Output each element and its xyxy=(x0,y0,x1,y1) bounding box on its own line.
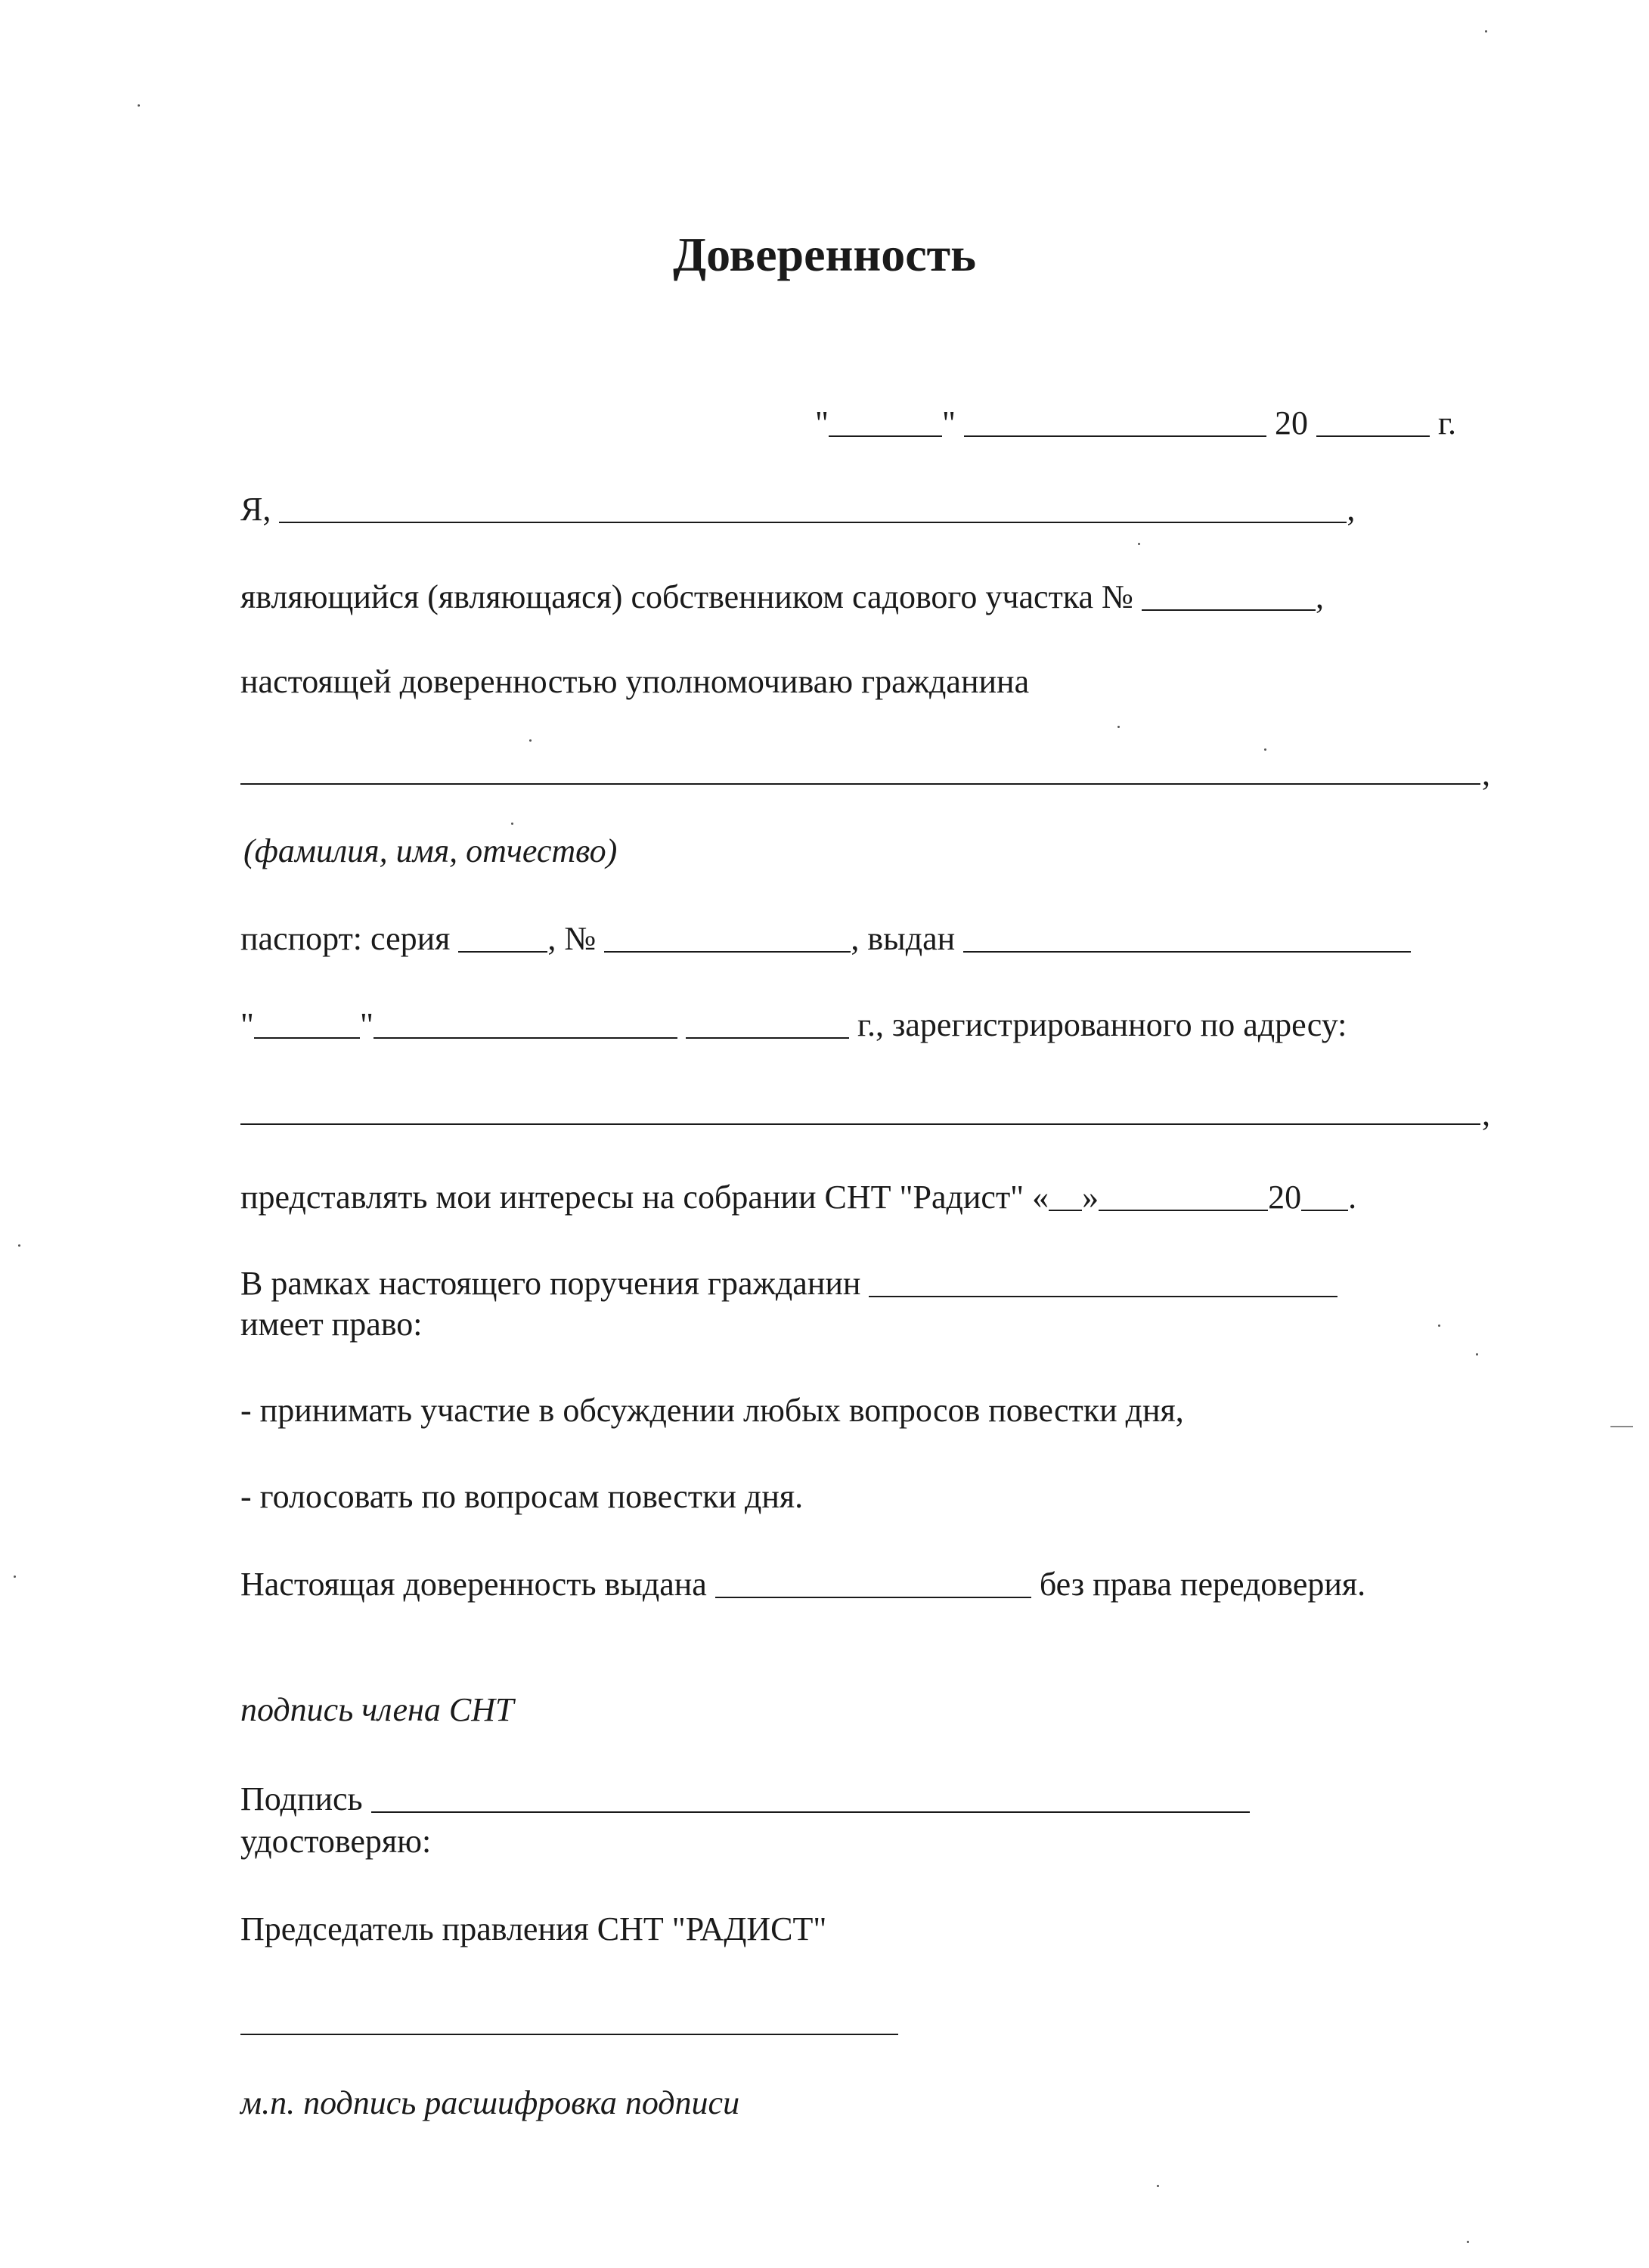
passport-line xyxy=(240,921,1411,956)
full-name-caption: (фамилия, имя, отчество) xyxy=(243,832,618,869)
meeting-year-field[interactable] xyxy=(1301,1179,1348,1211)
scan-speck xyxy=(1485,30,1487,33)
represent-close: » xyxy=(1082,1179,1099,1216)
scan-speck xyxy=(511,823,513,825)
issue-day-field[interactable] xyxy=(254,1007,360,1039)
year-suffix: г. xyxy=(1437,404,1457,442)
validity-line xyxy=(240,1566,1365,1601)
represent-text: представлять мои интересы на собрании СНТ "Радист" « xyxy=(240,1179,1049,1216)
scope-line2: имеет право: xyxy=(240,1306,423,1343)
principal-suffix: , xyxy=(1347,491,1356,528)
address-field[interactable] xyxy=(240,1123,1480,1125)
meeting-day-field[interactable] xyxy=(1049,1179,1082,1211)
meeting-month-field[interactable] xyxy=(1099,1179,1268,1211)
issue-quote-close: " xyxy=(359,1006,374,1043)
principal-prefix: Я, xyxy=(240,491,271,528)
issue-quote-open: " xyxy=(240,1006,254,1043)
issue-date-line xyxy=(240,1007,1347,1042)
owner-suffix: , xyxy=(1316,578,1325,615)
principal-name-field[interactable] xyxy=(279,491,1347,523)
year-field[interactable] xyxy=(1316,405,1430,437)
represent-end: . xyxy=(1348,1179,1357,1216)
scan-speck xyxy=(1476,1353,1478,1356)
passport-series-label: паспорт: серия xyxy=(240,920,451,957)
right-2: - голосовать по вопросам повестки дня. xyxy=(240,1478,804,1515)
address-comma: , xyxy=(1482,1095,1490,1132)
plot-number-field[interactable] xyxy=(1142,579,1316,611)
validity-prefix: Настоящая доверенность выдана xyxy=(240,1566,707,1603)
issue-suffix: г., зарегистрированного по адресу: xyxy=(857,1006,1347,1043)
chairman-line: Председатель правления СНТ "РАДИСТ" xyxy=(240,1910,827,1947)
scan-speck xyxy=(1157,2185,1159,2187)
validity-suffix: без права передоверия. xyxy=(1039,1566,1366,1603)
year-prefix: 20 xyxy=(1274,404,1308,442)
bottom-caption: м.п. подпись расшифровка подписи xyxy=(240,2084,740,2121)
right-1: - принимать участие в обсуждении любых вопросов повестки дня, xyxy=(240,1392,1184,1429)
passport-number-label: , № xyxy=(547,920,597,957)
scan-speck xyxy=(1264,748,1266,751)
chairman-signature-field[interactable] xyxy=(240,2034,898,2035)
scan-speck xyxy=(138,104,140,107)
signature-field[interactable] xyxy=(371,1781,1250,1813)
authorize-line: настоящей доверенностью уполномочиваю гражданина xyxy=(240,663,1030,700)
issue-year-field[interactable] xyxy=(686,1007,849,1039)
validity-term-field[interactable] xyxy=(715,1566,1031,1598)
scan-speck xyxy=(1438,1325,1440,1327)
date-quote-open: " xyxy=(815,404,829,442)
signature-line xyxy=(240,1781,1250,1816)
document-title: Доверенность xyxy=(673,228,976,281)
date-line xyxy=(815,405,1456,440)
scan-speck xyxy=(1467,2241,1469,2243)
scan-speck xyxy=(18,1244,20,1247)
passport-number-field[interactable] xyxy=(604,921,851,953)
scan-speck xyxy=(14,1576,16,1578)
scan-speck xyxy=(1138,543,1140,545)
passport-issued-field[interactable] xyxy=(963,921,1411,953)
scan-speck xyxy=(1117,726,1120,728)
month-field[interactable] xyxy=(964,405,1266,437)
date-quote-close: " xyxy=(941,404,956,442)
passport-series-field[interactable] xyxy=(458,921,547,953)
scan-mark xyxy=(1610,1426,1633,1427)
attorney-name-comma: , xyxy=(1482,755,1490,792)
scope-attorney-field[interactable] xyxy=(869,1266,1337,1297)
attorney-name-field[interactable] xyxy=(240,783,1480,785)
owner-line xyxy=(240,579,1324,614)
scope-text: В рамках настоящего поручения гражданин xyxy=(240,1265,861,1302)
represent-line xyxy=(240,1179,1356,1214)
principal-line xyxy=(240,491,1355,526)
scope-line1 xyxy=(240,1266,1337,1300)
passport-issued-label: , выдан xyxy=(851,920,956,957)
owner-text: являющийся (являющаяся) собственником садового участка № xyxy=(240,578,1134,615)
certify-label: удостоверяю: xyxy=(240,1823,432,1860)
issue-month-field[interactable] xyxy=(374,1007,677,1039)
day-field[interactable] xyxy=(829,405,942,437)
member-signature-caption: подпись члена СНТ xyxy=(240,1691,514,1728)
represent-year-prefix: 20 xyxy=(1268,1179,1302,1216)
scan-speck xyxy=(529,739,532,742)
signature-label: Подпись xyxy=(240,1780,363,1817)
